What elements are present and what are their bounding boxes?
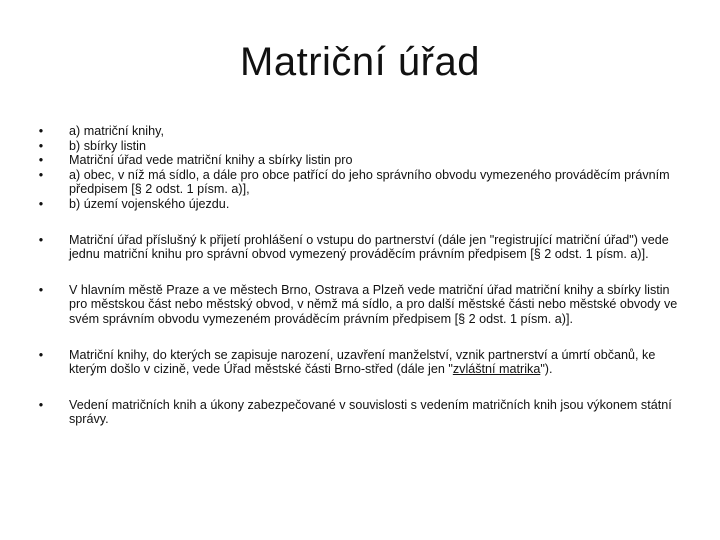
- list-item-text: a) matriční knihy,: [69, 124, 164, 138]
- list-item-text: V hlavním městě Praze a ve městech Brno, Ostrava a Plzeň vede matriční úřad matriční knihy a sbírky listin pro městskou část nebo městský obvod, v němž má sídlo, a pro další městské části nebo městské obvody ve svém správním obvodu vymezeném prováděcím právním předpisem [§ 2 odst. 1 písm. a)].: [69, 282, 678, 326]
- list-item: [36, 283, 686, 327]
- bullet-icon: •: [38, 347, 44, 362]
- list-item-text: b) sbírky listin: [69, 138, 146, 153]
- list-item: [36, 197, 686, 212]
- bullet-icon: •: [38, 232, 44, 247]
- list-item-text: Matriční úřad příslušný k přijetí prohlášení o vstupu do partnerství (dále jen "registrující matriční úřad") vede jednu matriční knihu pro správní obvod vymezený prováděcím právním předpisem [§ 2 odst. 1 písm. a)].: [69, 232, 669, 262]
- list-item: [36, 139, 686, 154]
- list-item-text-before: Matriční knihy, do kterých se zapisuje narození, uzavření manželství, vznik partnerství a úmrtí občanů, ke kterým došlo v cizině, vede Úřad městské části Brno-střed (dále jen ": [69, 347, 656, 377]
- list-item-text: Vedení matričních knih a úkony zabezpečované v souvislosti s vedením matričních knih jsou výkonem státní správy.: [69, 397, 672, 427]
- bullet-icon: •: [38, 196, 44, 211]
- slide-title: Matriční úřad: [240, 40, 480, 84]
- list-item: [36, 124, 686, 139]
- list-item: [36, 233, 686, 262]
- list-item: [36, 153, 686, 168]
- list-item-text: Matriční úřad vede matriční knihy a sbírky listin pro: [69, 153, 353, 168]
- list-item-text: b) území vojenského újezdu.: [69, 196, 230, 211]
- list-item-text: [69, 348, 655, 377]
- zvlastni-matrika-link[interactable]: zvláštní matrika: [452, 362, 541, 377]
- bullet-icon: •: [38, 167, 44, 182]
- list-item: [36, 348, 686, 377]
- list-item-text: a) obec, v níž má sídlo, a dále pro obce patřící do jeho správního obvodu vymezeného prováděcím právním předpisem [§ 2 odst. 1 písm. a)],: [69, 167, 670, 197]
- bullet-list: [36, 124, 686, 427]
- bullet-icon: •: [38, 138, 44, 153]
- list-item-text-after: ").: [540, 362, 553, 377]
- bullet-icon: •: [38, 153, 44, 168]
- bullet-icon: •: [38, 124, 44, 138]
- bullet-icon: •: [38, 282, 44, 297]
- bullet-icon: •: [38, 397, 44, 412]
- list-item: [36, 398, 686, 427]
- list-item: [36, 168, 686, 197]
